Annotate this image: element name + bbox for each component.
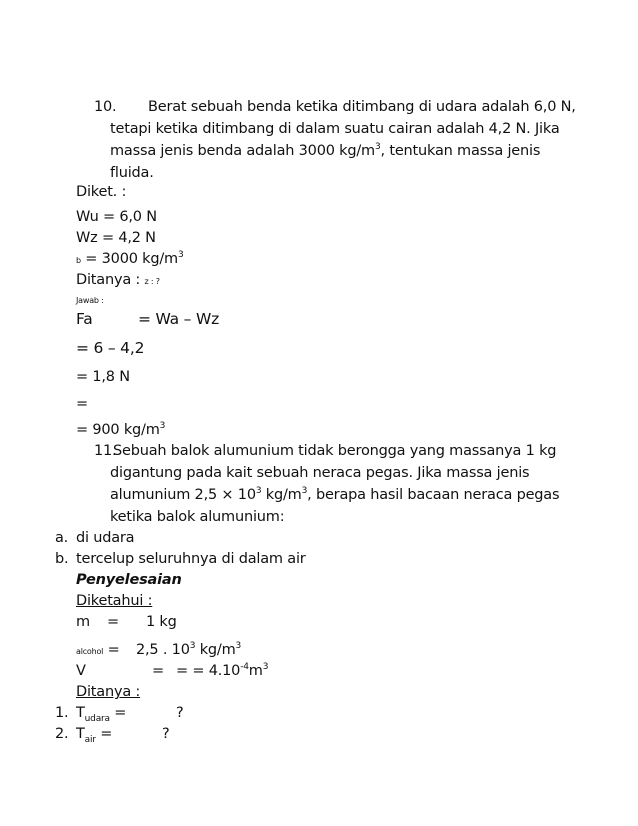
q11-item-1-marker: 1. xyxy=(55,705,69,721)
q11-option-b-marker: b. xyxy=(55,551,69,567)
q11-item-2-question: ? xyxy=(162,726,170,742)
q11-line-2: digantung pada kait sebuah neraca pegas. Jika massa jenis xyxy=(110,465,530,481)
q10-rho: b = 3000 $kg/m^3$ xyxy=(76,250,184,267)
q10-fa-label: Fa xyxy=(76,310,93,328)
q11-item-1-question: ? xyxy=(176,705,184,721)
q10-line-4: fluida. xyxy=(110,165,154,181)
q10-step-1: = 6 – 4,2 xyxy=(76,339,145,357)
q10-line-3: massa jenis benda adalah 3000 $kg/m^3$, tentukan massa jenis xyxy=(110,142,541,159)
q10-wu: Wu = 6,0 N xyxy=(76,209,157,225)
q11-v-eq: = xyxy=(152,663,164,679)
q10-fa-eq: = Wa – Wz xyxy=(138,310,220,328)
q10-number: 10. xyxy=(94,99,117,115)
q11-line-3: alumunium $2,5 \times 10^3$ $kg/m^3$, berapa hasil bacaan neraca pegas xyxy=(110,486,560,503)
q10-wz: Wz = 4,2 N xyxy=(76,230,156,246)
q11-alcohol: alcohol = xyxy=(76,642,120,658)
q11-penyelesaian: Penyelesaian xyxy=(76,572,182,588)
q10-line-2: tetapi ketika ditimbang di dalam suatu cairan adalah 4,2 N. Jika xyxy=(110,121,560,137)
q11-alcohol-val: 2,5 . $10^3$ $kg/m^3$ xyxy=(136,641,242,658)
q11-ditanya: Ditanya : xyxy=(76,684,141,700)
q11-option-a: di udara xyxy=(76,530,135,546)
q11-item-2: $T_{air}$ = xyxy=(76,726,113,745)
q11-option-b: tercelup seluruhnya di dalam air xyxy=(76,551,306,567)
q11-option-a-marker: a. xyxy=(55,530,69,546)
q11-m-val: 1 kg xyxy=(146,614,177,630)
q11-m-eq: = xyxy=(107,614,119,630)
q11-item-2-marker: 2. xyxy=(55,726,69,742)
q11-m-label: m xyxy=(76,614,90,630)
q10-jawab: Jawab : xyxy=(76,296,104,305)
q11-item-1: $T_{udara}$ = xyxy=(76,705,127,724)
q10-step-4: = 900 $kg/m^3$ xyxy=(76,421,166,438)
q11-diketahui: Diketahui : xyxy=(76,593,153,609)
q10-ditanya: Ditanya : z : ? xyxy=(76,272,160,288)
q11-v-val: = = $4.10^{-4}m^3$ xyxy=(176,662,269,679)
q10-step-2: = 1,8 N xyxy=(76,369,130,385)
q10-step-3: = xyxy=(76,396,88,412)
q11-line-4: ketika balok alumunium: xyxy=(110,509,285,525)
q11-line-1: Sebuah balok alumunium tidak berongga yang massanya 1 kg xyxy=(113,443,557,459)
q10-diket: Diket. : xyxy=(76,184,127,200)
q11-number: 11. xyxy=(94,443,117,459)
q11-v-label: V xyxy=(76,663,86,679)
q10-line-1: Berat sebuah benda ketika ditimbang di udara adalah 6,0 N, xyxy=(148,99,576,115)
